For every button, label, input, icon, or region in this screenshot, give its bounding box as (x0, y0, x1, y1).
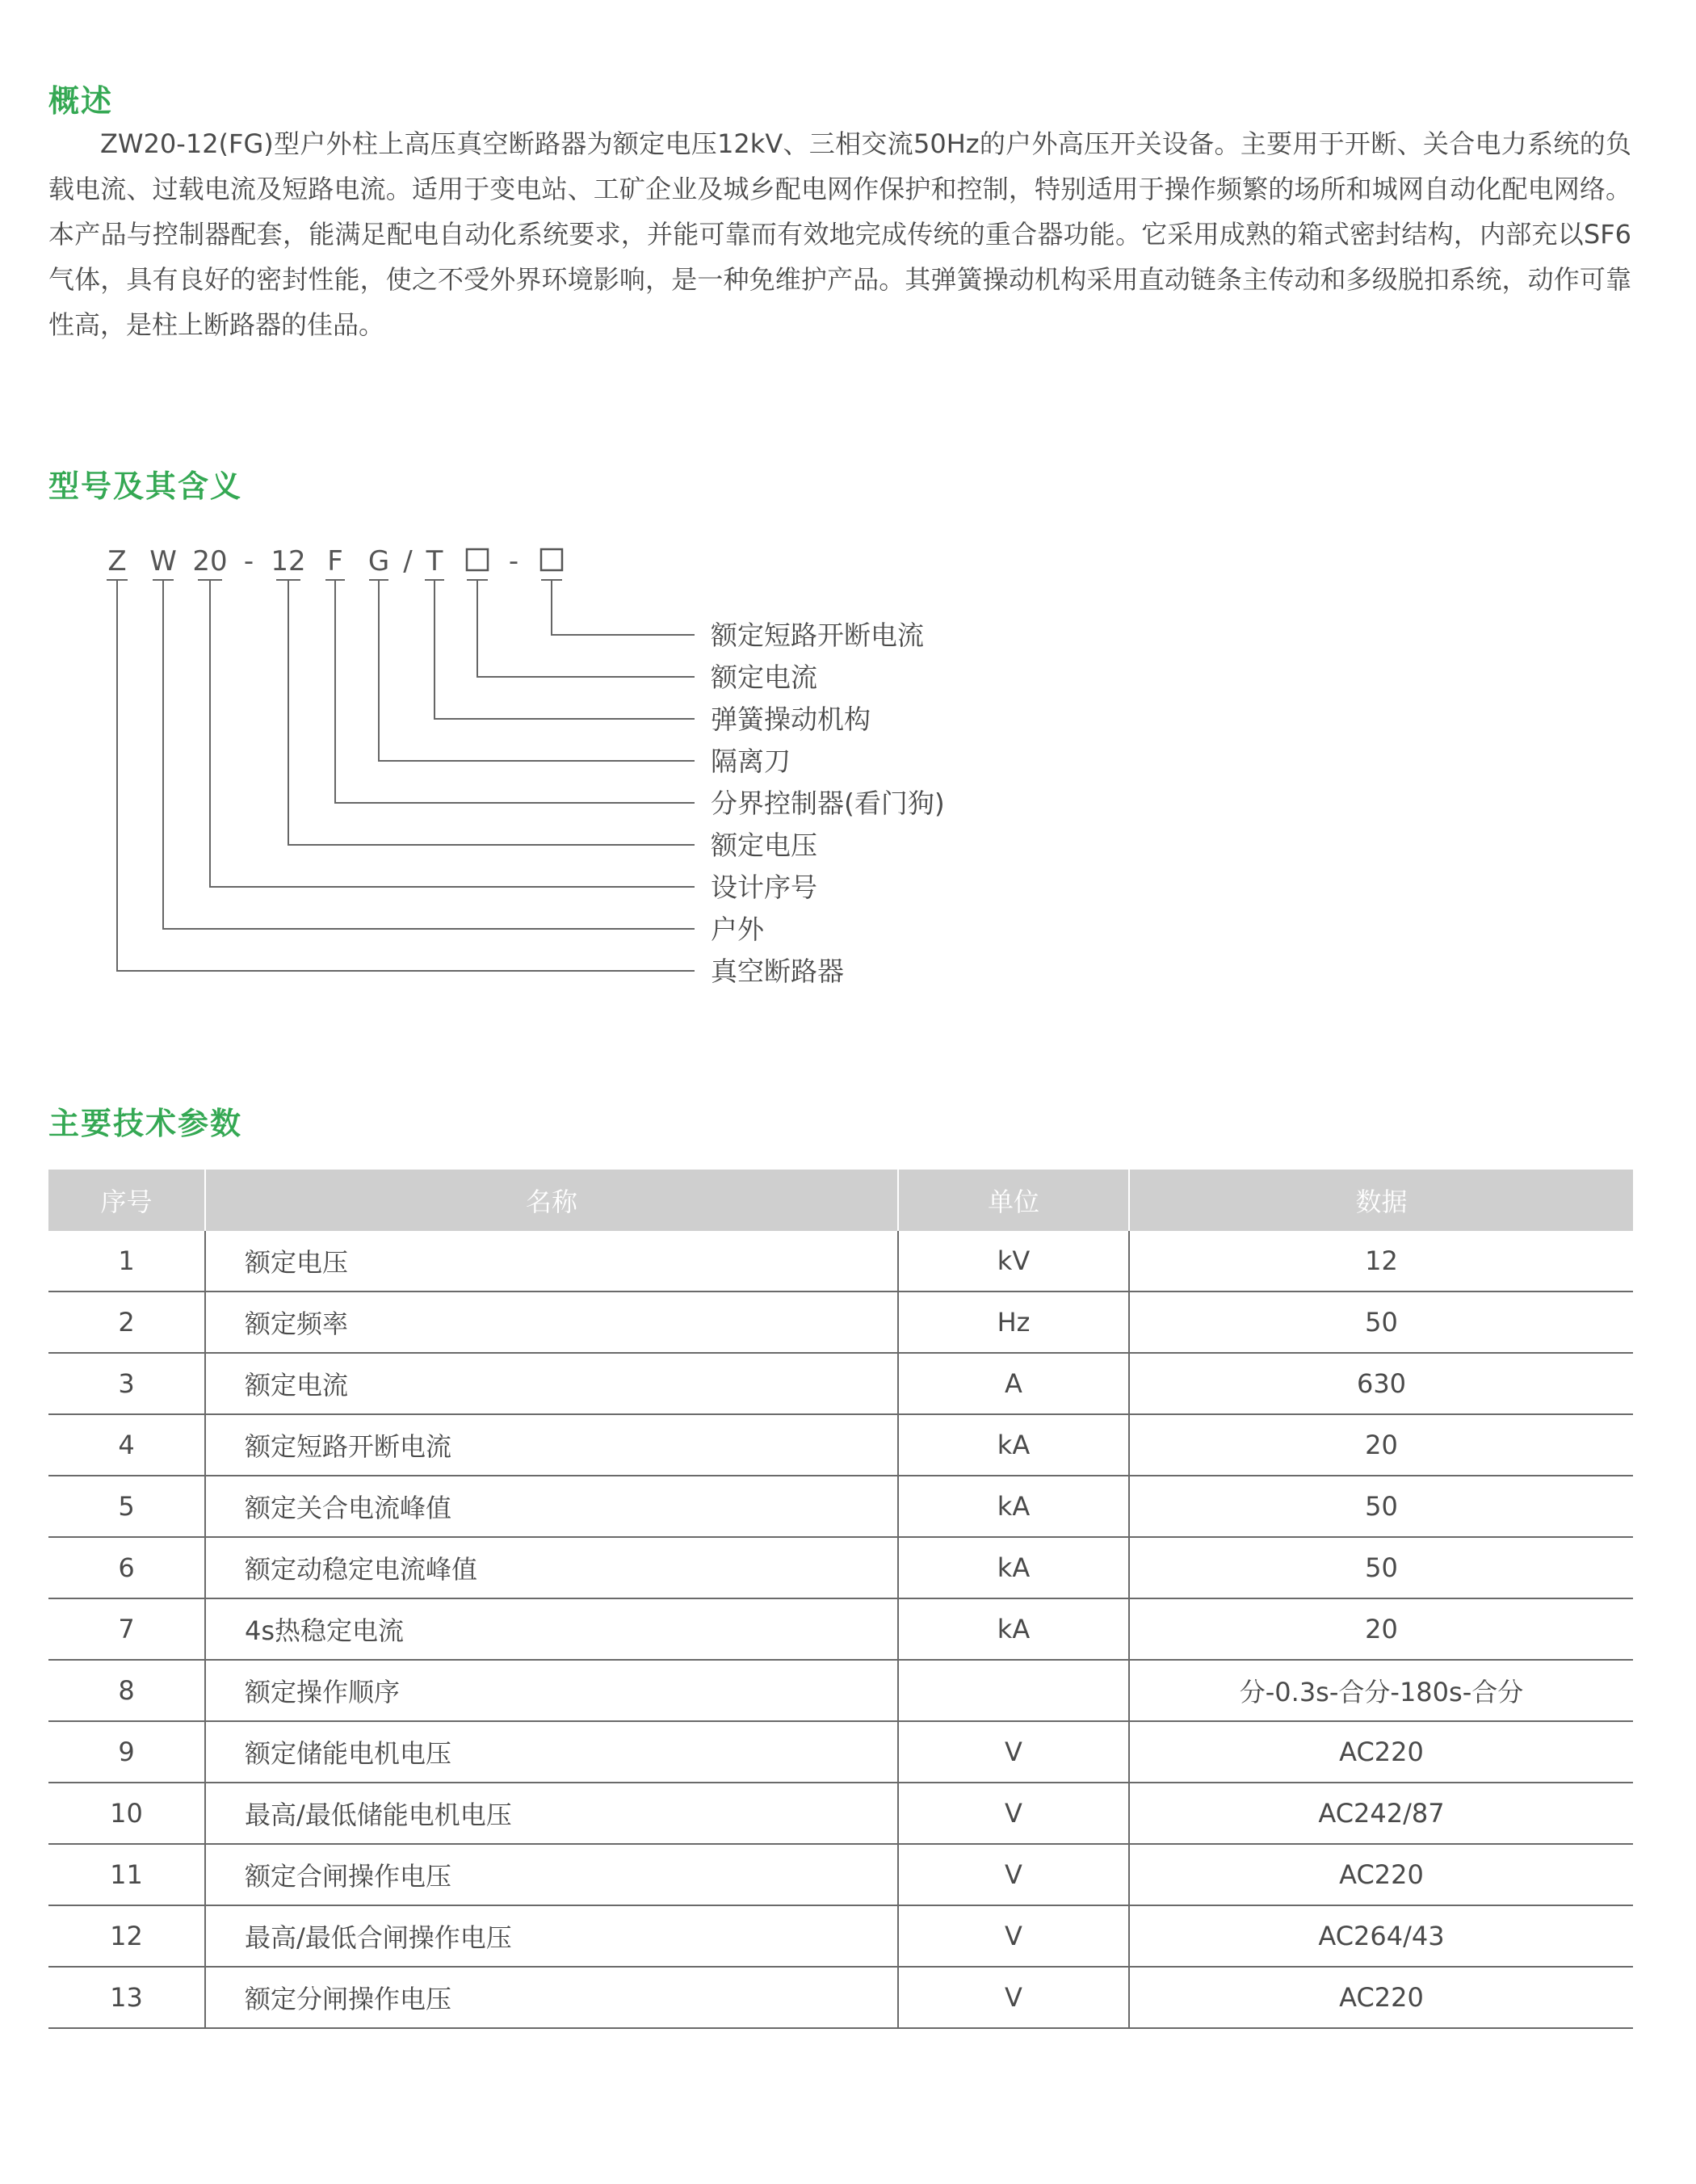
code-part-f: F (327, 545, 343, 578)
code-part-g: G (367, 545, 390, 578)
cell-value: AC242/87 (1129, 1783, 1633, 1844)
code-part-dash-2: - (508, 545, 519, 578)
cell-name: 最高/最低合闸操作电压 (205, 1905, 898, 1967)
col-header-unit: 单位 (898, 1170, 1129, 1231)
table-row (48, 1905, 1633, 1967)
cell-unit: kA (898, 1537, 1129, 1598)
label-boundary-controller: 分界控制器(看门狗) (711, 788, 945, 819)
cell-value: 20 (1129, 1598, 1633, 1660)
cell-value: 50 (1129, 1537, 1633, 1598)
cell-unit: V (898, 1783, 1129, 1844)
table-row (48, 1292, 1633, 1353)
code-part-breaking-box (541, 549, 562, 570)
cell-number: 6 (48, 1537, 205, 1598)
cell-value: 分-0.3s-合分-180s-合分 (1129, 1660, 1633, 1721)
table-body (48, 1231, 1633, 2028)
cell-name: 额定储能电机电压 (205, 1721, 898, 1783)
cell-unit: Hz (898, 1292, 1129, 1353)
col-header-value: 数据 (1129, 1170, 1633, 1231)
code-part-dash-1: - (243, 545, 254, 578)
cell-value: AC264/43 (1129, 1905, 1633, 1967)
code-part-slash: / (403, 545, 413, 578)
code-part-w: W (149, 545, 177, 578)
col-header-name: 名称 (205, 1170, 898, 1231)
label-spring-mechanism: 弹簧操动机构 (711, 704, 871, 735)
cell-unit: kA (898, 1476, 1129, 1537)
code-part-voltage: 12 (271, 545, 306, 578)
cell-number: 1 (48, 1231, 205, 1292)
technical-parameters-table (48, 1170, 1633, 2029)
cell-unit: kA (898, 1598, 1129, 1660)
cell-name: 额定关合电流峰值 (205, 1476, 898, 1537)
leader-design-number (210, 580, 695, 887)
overview-heading: 概述 (48, 83, 114, 119)
cell-name: 额定频率 (205, 1292, 898, 1353)
leader-vacuum-breaker (117, 580, 695, 971)
cell-unit (898, 1660, 1129, 1721)
table-row (48, 1537, 1633, 1598)
cell-number: 13 (48, 1967, 205, 2028)
overview-paragraph: ZW20-12(FG)型户外柱上高压真空断路器为额定电压12kV、三相交流50Hz的户外高压开关设备。主要用于开断、关合电力系统的负载电流、过载电流及短路电流。适用于变电站、工矿企业及城乡配电网作保护和控制，特别适用于操作频繁的场所和城网自动化配电网络。本产品与控制器配套，能满足配电自动化系统要求，并能可靠而有效地完成传统的重合器功能。它采用成熟的箱式密封结构，内部充以SF6气体，具有良好的密封性能，使之不受外界环境影响，是一种免维护产品。其弹簧操动机构采用直动链条主传动和多级脱扣系统，动作可靠性高，是柱上断路器的佳品。 (48, 128, 1631, 340)
cell-name: 额定合闸操作电压 (205, 1844, 898, 1905)
table-row (48, 1721, 1633, 1783)
col-header-number: 序号 (48, 1170, 205, 1231)
cell-unit: V (898, 1967, 1129, 2028)
label-vacuum-breaker: 真空断路器 (711, 956, 844, 987)
cell-name: 最高/最低储能电机电压 (205, 1783, 898, 1844)
table-row (48, 1476, 1633, 1537)
label-design-number: 设计序号 (711, 872, 817, 903)
model-heading: 型号及其含义 (48, 468, 243, 504)
cell-number: 12 (48, 1905, 205, 1967)
cell-name: 额定电流 (205, 1353, 898, 1414)
cell-unit: V (898, 1844, 1129, 1905)
code-part-design: 20 (192, 545, 228, 578)
leader-outdoor (163, 580, 695, 929)
cell-value: AC220 (1129, 1967, 1633, 2028)
label-rated-current: 额定电流 (711, 662, 817, 693)
table-row (48, 1353, 1633, 1414)
table-row (48, 1967, 1633, 2028)
cell-unit: V (898, 1905, 1129, 1967)
cell-number: 9 (48, 1721, 205, 1783)
label-breaking-current: 额定短路开断电流 (711, 620, 924, 651)
leader-boundary-controller (335, 580, 695, 803)
leader-rated-current (477, 580, 695, 677)
cell-number: 11 (48, 1844, 205, 1905)
code-part-current-box (467, 549, 488, 570)
leader-breaking-current (552, 580, 695, 635)
cell-number: 3 (48, 1353, 205, 1414)
params-heading: 主要技术参数 (48, 1106, 243, 1141)
table-row (48, 1783, 1633, 1844)
cell-unit: V (898, 1721, 1129, 1783)
code-part-z: Z (107, 545, 127, 578)
cell-unit: kV (898, 1231, 1129, 1292)
cell-number: 5 (48, 1476, 205, 1537)
table-header-row (48, 1170, 1633, 1231)
leader-spring-mechanism (434, 580, 695, 719)
table-row (48, 1844, 1633, 1905)
cell-number: 10 (48, 1783, 205, 1844)
model-code-diagram (0, 533, 1050, 1018)
label-isolator: 隔离刀 (711, 746, 791, 777)
cell-value: 50 (1129, 1292, 1633, 1353)
table-row (48, 1414, 1633, 1476)
leader-isolator (379, 580, 695, 761)
cell-unit: kA (898, 1414, 1129, 1476)
cell-name: 额定短路开断电流 (205, 1414, 898, 1476)
table-row (48, 1660, 1633, 1721)
cell-name: 额定操作顺序 (205, 1660, 898, 1721)
cell-value: 630 (1129, 1353, 1633, 1414)
cell-value: 50 (1129, 1476, 1633, 1537)
table-row (48, 1598, 1633, 1660)
label-rated-voltage: 额定电压 (711, 830, 817, 861)
label-outdoor: 户外 (711, 914, 764, 945)
cell-number: 8 (48, 1660, 205, 1721)
cell-number: 7 (48, 1598, 205, 1660)
cell-unit: A (898, 1353, 1129, 1414)
cell-value: 20 (1129, 1414, 1633, 1476)
cell-name: 4s热稳定电流 (205, 1598, 898, 1660)
leader-rated-voltage (288, 580, 695, 845)
cell-value: AC220 (1129, 1844, 1633, 1905)
cell-value: 12 (1129, 1231, 1633, 1292)
cell-name: 额定动稳定电流峰值 (205, 1537, 898, 1598)
cell-number: 2 (48, 1292, 205, 1353)
table-row (48, 1231, 1633, 1292)
cell-number: 4 (48, 1414, 205, 1476)
cell-name: 额定分闸操作电压 (205, 1967, 898, 2028)
cell-name: 额定电压 (205, 1231, 898, 1292)
cell-value: AC220 (1129, 1721, 1633, 1783)
code-part-t: T (426, 545, 443, 578)
